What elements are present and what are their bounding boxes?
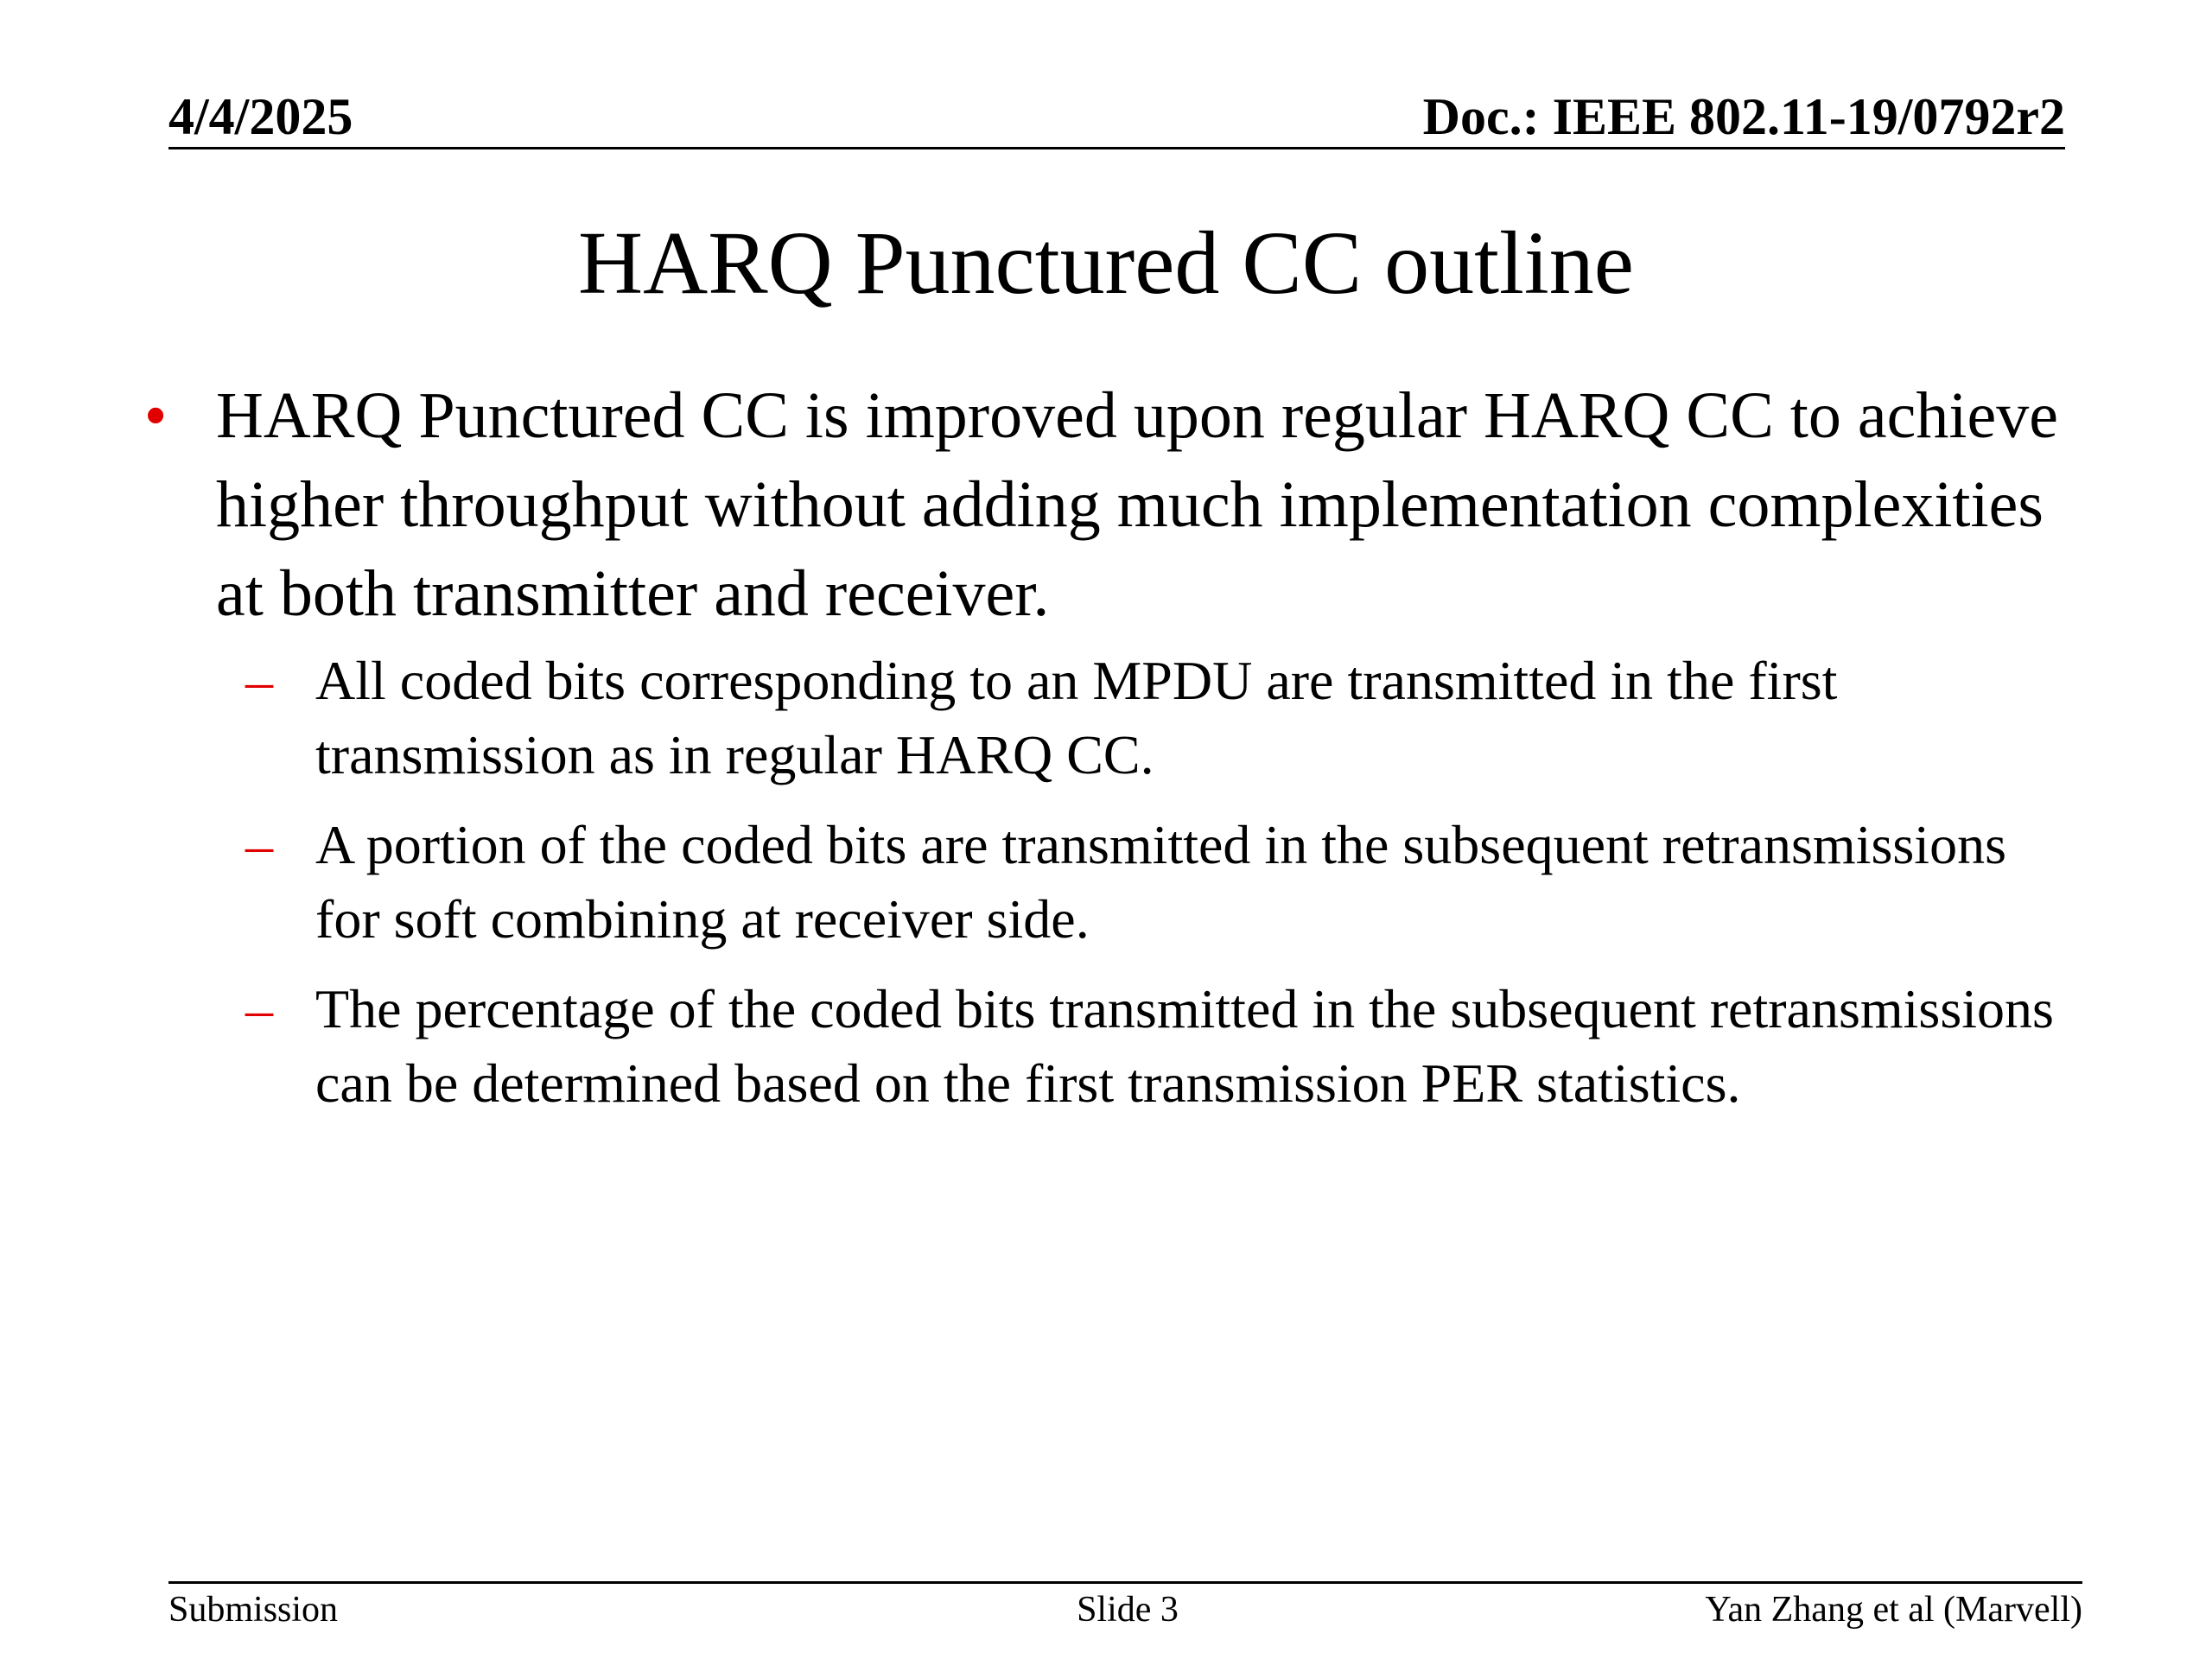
sub-bullet-item bbox=[130, 644, 2082, 792]
sub-bullet-item bbox=[130, 972, 2082, 1121]
sub-bullet-text: All coded bits corresponding to an MPDU are transmitted in the first transmission as in regular HARQ CC. bbox=[315, 650, 1838, 785]
dash-icon: – bbox=[245, 650, 273, 711]
bullet-item bbox=[130, 372, 2082, 639]
bullet-text: HARQ Punctured CC is improved upon regular HARQ CC to achieve higher throughput without adding much implementation complexities at both transmitter and receiver. bbox=[216, 379, 2058, 630]
header-divider bbox=[168, 147, 2065, 149]
dash-icon: – bbox=[245, 978, 273, 1039]
dash-icon: – bbox=[245, 814, 273, 875]
sub-bullet-text: The percentage of the coded bits transmitted in the subsequent retransmissions can be determined based on the first transmission PER statistics. bbox=[315, 978, 2054, 1114]
header-date: 4/4/2025 bbox=[168, 88, 353, 145]
sub-bullet-list bbox=[130, 644, 2082, 1121]
sub-bullet-text: A portion of the coded bits are transmitted in the subsequent retransmissions for soft combining at receiver side. bbox=[315, 814, 2006, 950]
slide-title: HARQ Punctured CC outline bbox=[578, 213, 1634, 313]
sub-bullet-item bbox=[130, 808, 2082, 957]
footer-submission: Submission bbox=[168, 1590, 339, 1630]
bullet-dot-icon: • bbox=[143, 379, 168, 452]
slide-body bbox=[130, 372, 2082, 1136]
footer-slide-number: Slide 3 bbox=[1077, 1590, 1179, 1630]
header-doc-id: Doc.: IEEE 802.11-19/0792r2 bbox=[1422, 88, 2065, 145]
footer-author: Yan Zhang et al (Marvell) bbox=[1705, 1590, 2082, 1630]
footer-divider bbox=[168, 1581, 2082, 1584]
